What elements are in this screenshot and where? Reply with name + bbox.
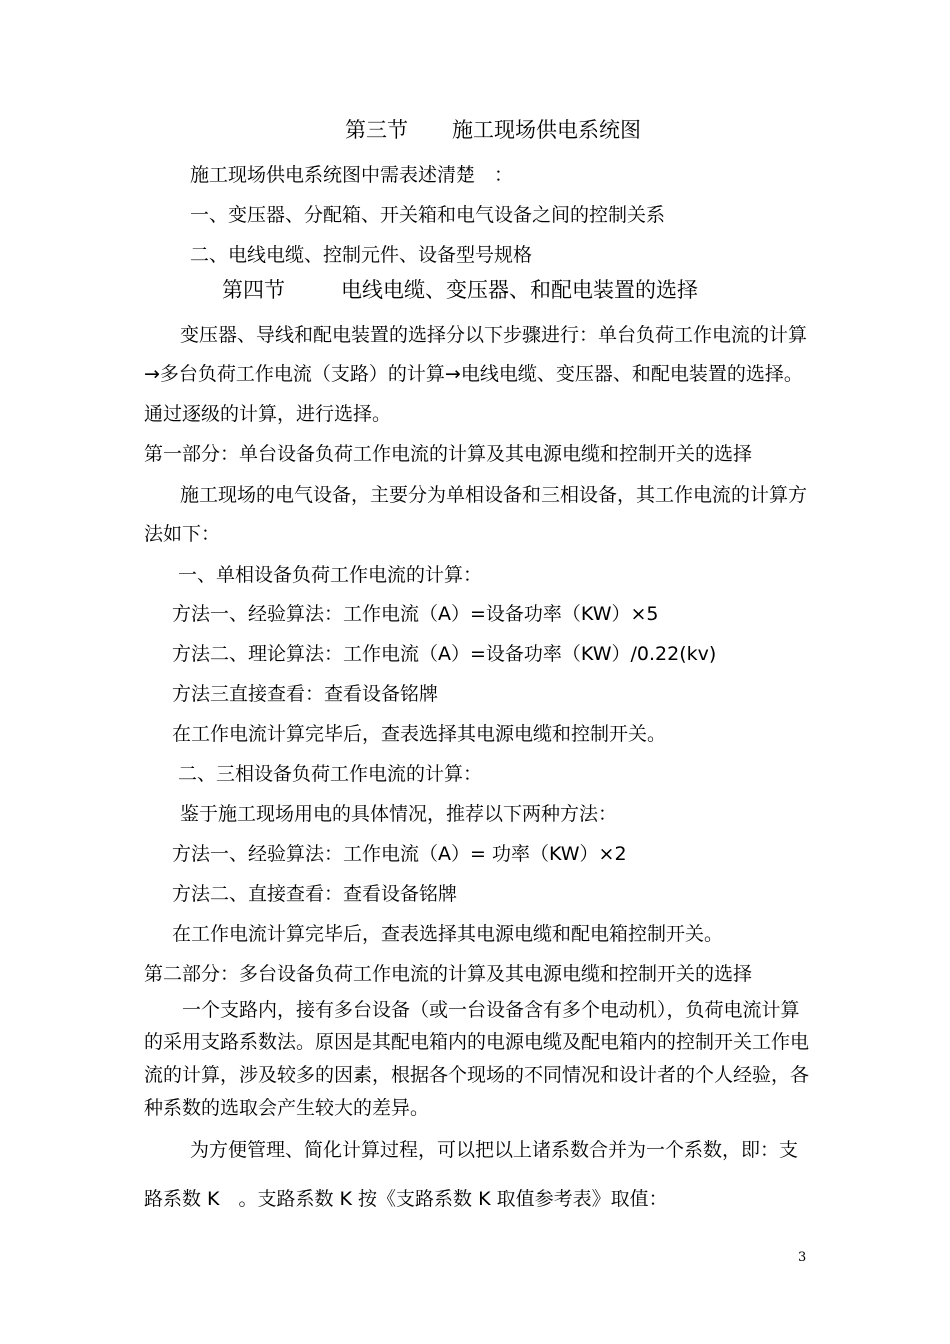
three-phase-method-1: 方法一、经验算法：工作电流（A）= 功率（KW）×2: [172, 843, 627, 865]
section4-number: 第四节: [222, 278, 285, 302]
part2-para1-line-2: 的采用支路系数法。原因是其配电箱内的电源电缆及配电箱内的控制开关工作电: [144, 1031, 810, 1053]
section4-intro-line-1: 变压器、导线和配电装置的选择分以下步骤进行：单台负荷工作电流的计算: [180, 324, 808, 346]
section4-heading: [222, 278, 698, 302]
part1-intro-line-1: 施工现场的电气设备，主要分为单相设备和三相设备，其工作电流的计算方: [180, 484, 808, 506]
part2-para1-line-4: 种系数的选取会产生较大的差异。: [144, 1097, 430, 1119]
part2-para1-line-1: 一个支路内，接有多台设备（或一台设备含有多个电动机），负荷电流计算: [182, 999, 800, 1021]
section3-number: 第三节: [345, 118, 408, 142]
three-phase-title: 二、三相设备负荷工作电流的计算：: [178, 763, 483, 785]
section4-title: 电线电缆、变压器、和配电装置的选择: [341, 278, 698, 302]
section3-heading: [345, 118, 641, 142]
single-phase-after: 在工作电流计算完毕后，查表选择其电源电缆和控制开关。: [172, 723, 667, 745]
section3-item-2: 二、电线电缆、控制元件、设备型号规格: [190, 244, 533, 266]
single-phase-method-1: 方法一、经验算法：工作电流（A）=设备功率（KW）×5: [172, 603, 659, 625]
part1-intro-line-2: 法如下：: [144, 523, 221, 545]
single-phase-title: 一、单相设备负荷工作电流的计算：: [178, 564, 483, 586]
single-phase-method-3: 方法三直接查看：查看设备铭牌: [172, 683, 439, 705]
three-phase-method-2: 方法二、直接查看：查看设备铭牌: [172, 883, 458, 905]
three-phase-intro: 鉴于施工现场用电的具体情况，推荐以下两种方法：: [180, 803, 618, 825]
section3-intro: 施工现场供电系统图中需表述清楚 ：: [190, 164, 514, 186]
three-phase-after: 在工作电流计算完毕后，查表选择其电源电缆和配电箱控制开关。: [172, 923, 724, 945]
part1-title: 第一部分：单台设备负荷工作电流的计算及其电源电缆和控制开关的选择: [144, 443, 753, 465]
page-number: 3: [798, 1250, 807, 1265]
section4-intro-line-2: →多台负荷工作电流（支路）的计算→电线电缆、变压器、和配电装置的选择。: [144, 363, 803, 385]
part2-para2-line-1: 为方便管理、简化计算过程，可以把以上诸系数合并为一个系数，即：支: [190, 1139, 799, 1161]
section3-item-1: 一、变压器、分配箱、开关箱和电气设备之间的控制关系: [190, 204, 666, 226]
section4-intro-line-3: 通过逐级的计算，进行选择。: [144, 403, 392, 425]
single-phase-method-2: 方法二、理论算法：工作电流（A）=设备功率（KW）/0.22(kv): [172, 643, 717, 665]
part2-title: 第二部分：多台设备负荷工作电流的计算及其电源电缆和控制开关的选择: [144, 963, 753, 985]
section3-title: 施工现场供电系统图: [452, 118, 641, 142]
part2-para2-line-2: 路系数 K 。支路系数 K 按《支路系数 K 取值参考表》取值：: [144, 1188, 668, 1210]
part2-para1-line-3: 流的计算，涉及较多的因素，根据各个现场的不同情况和设计者的个人经验，各: [144, 1064, 810, 1086]
